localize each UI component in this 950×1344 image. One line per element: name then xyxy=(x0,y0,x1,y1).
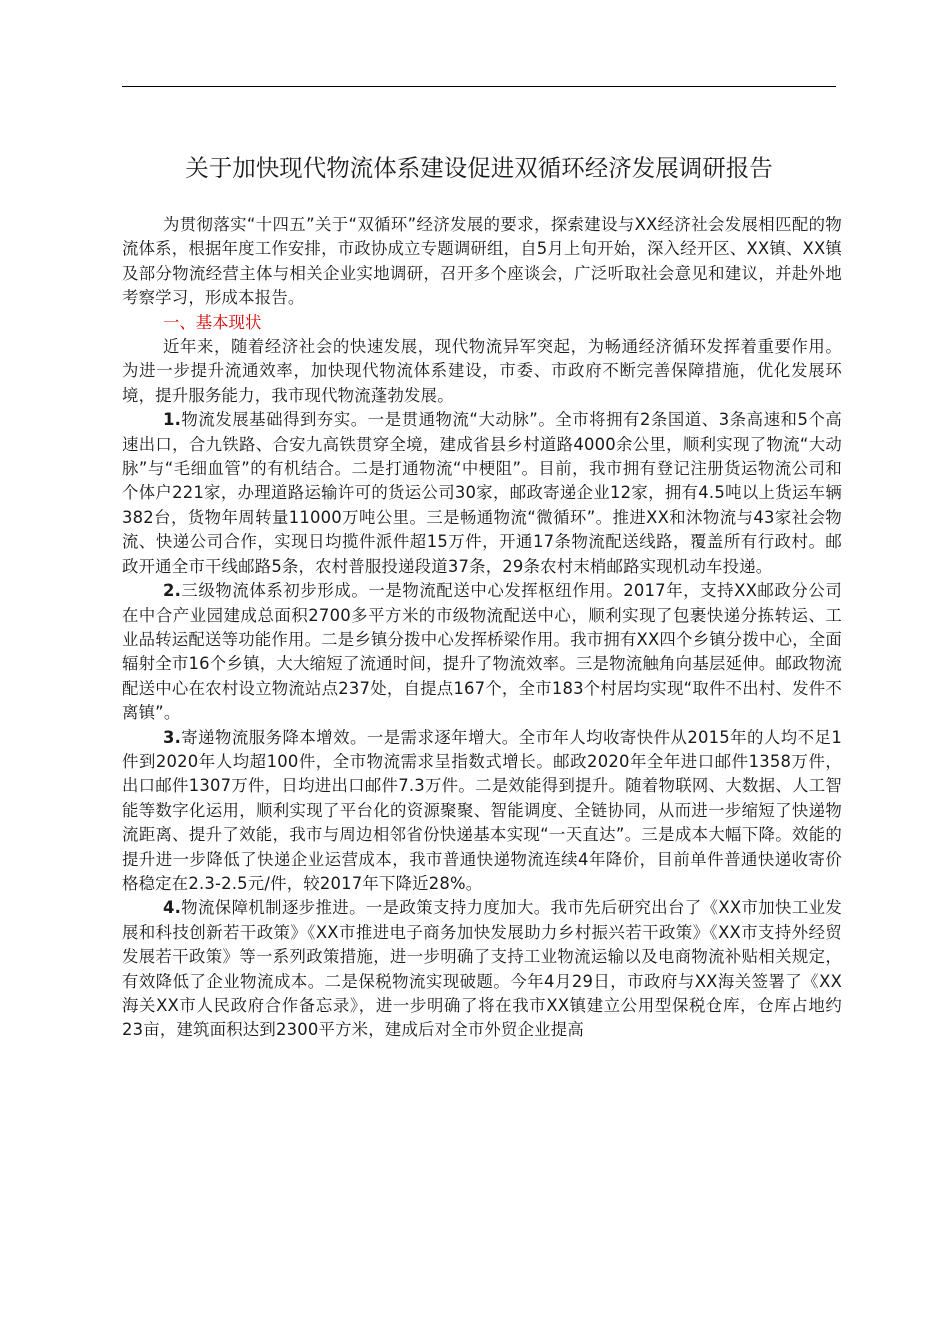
list-item-paragraph xyxy=(122,579,842,725)
list-item-text: 三级物流体系初步形成。一是物流配送中心发挥枢纽作用。2017年，支持XX邮政分公司在中合产业园建成总面积2700多平方米的市级物流配送中心，顺利实现了包裹快递分拣转运、工业品转运配送等功能作用。二是乡镇分拨中心发挥桥梁作用。我市拥有XX四个乡镇分拨中心，全面辐射全市16个乡镇，大大缩短了流通时间，提升了物流效率。三是物流触角向基层延伸。邮政物流配送中心在农村设立物流站点237处，自提点167个，全市183个村居均实现“取件不出村、发件不离镇”。 xyxy=(122,581,842,723)
list-item-number: 3. xyxy=(163,727,182,747)
list-item-text: 寄递物流服务降本增效。一是需求逐年增大。全市年人均收寄快件从2015年的人均不足1件到2020年人均超100件，全市物流需求呈指数式增长。邮政2020年全年进口邮件1358万件，出口邮件1307万件，日均进出口邮件7.3万件。二是效能得到提升。随着物联网、大数据、人工智能等数字化运用，顺利实现了平台化的资源聚聚、智能调度、全链协同，从而进一步缩短了快递物流距离、提升了效能，我市与周边相邻省份快递基本实现“一天直达”。三是成本大幅下降。效能的提升进一步降低了快递企业运营成本，我市普通快递物流连续4年降价，目前单件普通快递收寄价格稳定在2.3-2.5元/件，较2017年下降近28%。 xyxy=(122,727,842,893)
document-body xyxy=(122,213,842,1043)
section-heading-basic-status: 一、基本现状 xyxy=(163,312,262,332)
header-rule xyxy=(122,86,836,87)
list-item-number: 4. xyxy=(163,898,182,918)
list-item-paragraph xyxy=(122,896,842,1042)
list-item-paragraph xyxy=(122,726,842,897)
document-title: 关于加快现代物流体系建设促进双循环经济发展调研报告 xyxy=(185,154,773,182)
section-lead-paragraph: 近年来，随着经济社会的快速发展，现代物流异军突起，为畅通经济循环发挥着重要作用。为进一步提升流通效率，加快现代物流体系建设，市委、市政府不断完善保障措施，优化发展环境，提升服务能力，我市现代物流蓬勃发展。 xyxy=(122,337,842,405)
list-item-text: 物流发展基础得到夯实。一是贯通物流“大动脉”。全市将拥有2条国道、3条高速和5个高速出口，合九铁路、合安九高铁贯穿全境，建成省县乡村道路4000余公里，顺利实现了物流“大动脉”与“毛细血管”的有机结合。二是打通物流“中梗阻”。目前，我市拥有登记注册货运物流公司和个体户221家，办理道路运输许可的货运公司30家，邮政寄递企业12家，拥有4.5吨以上货运车辆382台，货物年周转量11000万吨公里。三是畅通物流“微循环”。推进XX和沐物流与43家社会物流、快递公司合作，实现日均揽件派件超15万件，开通17条物流配送线路，覆盖所有行政村。邮政开通全市干线邮路5条，农村普服投递段道37条，29条农村末梢邮路实现机动车投递。 xyxy=(122,410,842,576)
list-item-text: 物流保障机制逐步推进。一是政策支持力度加大。我市先后研究出台了《XX市加快工业发展和科技创新若干政策》《XX市推进电子商务加快发展助力乡村振兴若干政策》《XX市支持外经贸发展若干政策》等一系列政策措施，进一步明确了支持工业物流运输以及电商物流补贴相关规定，有效降低了企业物流成本。二是保税物流实现破题。今年4月29日，市政府与XX海关签署了《XX海关XX市人民政府合作备忘录》，进一步明确了将在我市XX镇建立公用型保税仓库，仓库占地约23亩，建筑面积达到2300平方米，建成后对全市外贸企业提高 xyxy=(122,898,842,1040)
list-item-paragraph xyxy=(122,408,842,579)
list-item-number: 1. xyxy=(163,410,182,430)
intro-paragraph: 为贯彻落实“十四五”关于“双循环”经济发展的要求，探索建设与XX经济社会发展相匹配的物流体系，根据年度工作安排，市政协成立专题调研组，自5月上旬开始，深入经开区、XX镇、XX镇及部分物流经营主体与相关企业实地调研，召开多个座谈会，广泛听取社会意见和建议，并赴外地考察学习，形成本报告。 xyxy=(122,215,842,308)
list-item-number: 2. xyxy=(163,581,182,601)
